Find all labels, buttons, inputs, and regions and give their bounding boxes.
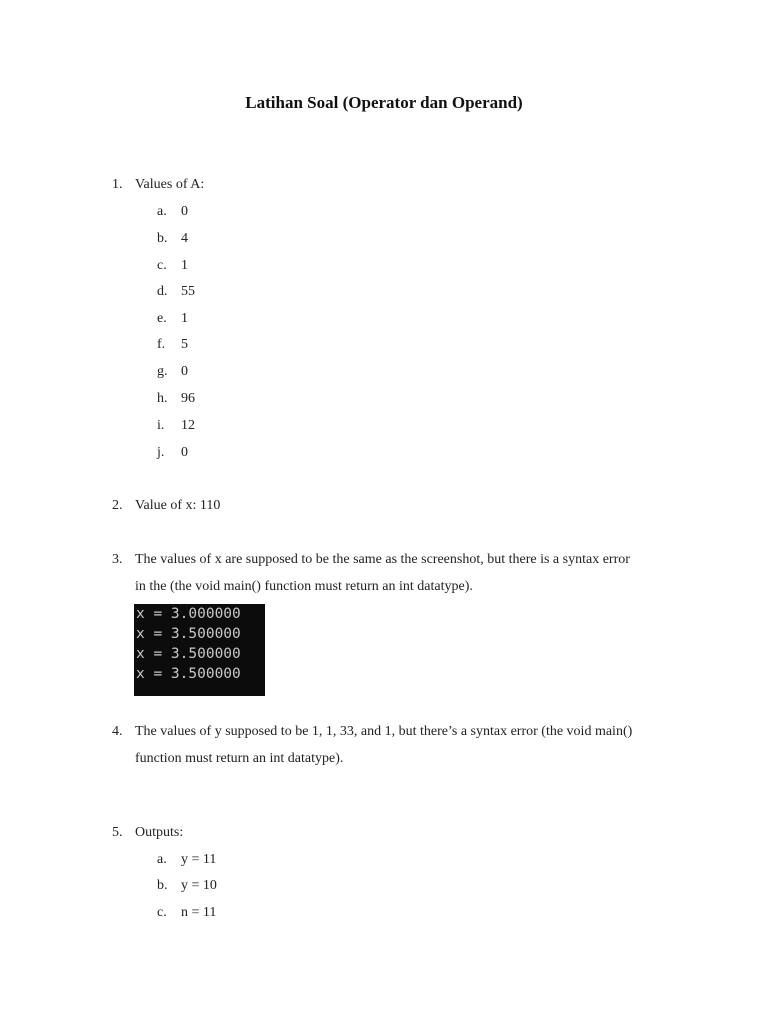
list-item xyxy=(0,418,768,438)
question-number: 4. xyxy=(112,724,123,739)
question-number: 3. xyxy=(112,552,123,567)
question-4-continued xyxy=(0,751,768,771)
question-text-line-2: in the (the void main() function must return an int datatype). xyxy=(135,579,473,594)
option-value: 96 xyxy=(181,391,195,406)
question-text: Value of x: 110 xyxy=(135,498,221,513)
question-text: Values of A: xyxy=(135,177,205,192)
list-item xyxy=(0,391,768,411)
list-item xyxy=(0,337,768,357)
option-value: 5 xyxy=(181,337,188,352)
option-letter: d. xyxy=(157,284,168,299)
option-value: 0 xyxy=(181,445,188,460)
option-letter: g. xyxy=(157,364,168,379)
option-letter: b. xyxy=(157,231,168,246)
list-item xyxy=(0,445,768,465)
option-letter: b. xyxy=(157,878,168,893)
question-4 xyxy=(0,724,768,744)
question-5 xyxy=(0,825,768,845)
option-letter: f. xyxy=(157,337,166,352)
option-letter: j. xyxy=(157,445,165,460)
list-item xyxy=(0,284,768,304)
terminal-output-line: x = 3.500000 xyxy=(136,626,241,642)
page-title: Latihan Soal (Operator dan Operand) xyxy=(245,93,523,112)
question-number: 2. xyxy=(112,498,123,513)
list-item xyxy=(0,878,768,898)
question-text-line-1: The values of y supposed to be 1, 1, 33, and 1, but there’s a syntax error (the void main() xyxy=(135,724,633,739)
question-text-line-1: The values of x are supposed to be the same as the screenshot, but there is a syntax error xyxy=(135,552,630,567)
list-item xyxy=(0,258,768,278)
list-item xyxy=(0,905,768,925)
option-value: 4 xyxy=(181,231,188,246)
option-value: 0 xyxy=(181,204,188,219)
option-letter: c. xyxy=(157,905,167,920)
list-item xyxy=(0,231,768,251)
question-3 xyxy=(0,552,768,572)
question-text: Outputs: xyxy=(135,825,184,840)
option-value: 12 xyxy=(181,418,195,433)
list-item xyxy=(0,204,768,224)
list-item xyxy=(0,311,768,331)
question-number: 5. xyxy=(112,825,123,840)
terminal-screenshot xyxy=(134,604,265,696)
terminal-output-line: x = 3.500000 xyxy=(136,646,241,662)
question-number: 1. xyxy=(112,177,123,192)
option-value: 1 xyxy=(181,258,188,273)
option-value: 0 xyxy=(181,364,188,379)
question-3-continued xyxy=(0,579,768,599)
option-letter: a. xyxy=(157,852,167,867)
list-item xyxy=(0,852,768,872)
option-value: 1 xyxy=(181,311,188,326)
option-letter: i. xyxy=(157,418,165,433)
terminal-output-line: x = 3.500000 xyxy=(136,666,241,682)
option-value: y = 11 xyxy=(181,852,217,867)
option-letter: e. xyxy=(157,311,167,326)
option-value: 55 xyxy=(181,284,195,299)
question-2 xyxy=(0,498,768,518)
question-1 xyxy=(0,177,768,197)
option-letter: h. xyxy=(157,391,168,406)
list-item xyxy=(0,364,768,384)
option-value: n = 11 xyxy=(181,905,217,920)
terminal-output-line: x = 3.000000 xyxy=(136,606,241,622)
option-value: y = 10 xyxy=(181,878,217,893)
option-letter: a. xyxy=(157,204,167,219)
option-letter: c. xyxy=(157,258,167,273)
question-text-line-2: function must return an int datatype). xyxy=(135,751,344,766)
